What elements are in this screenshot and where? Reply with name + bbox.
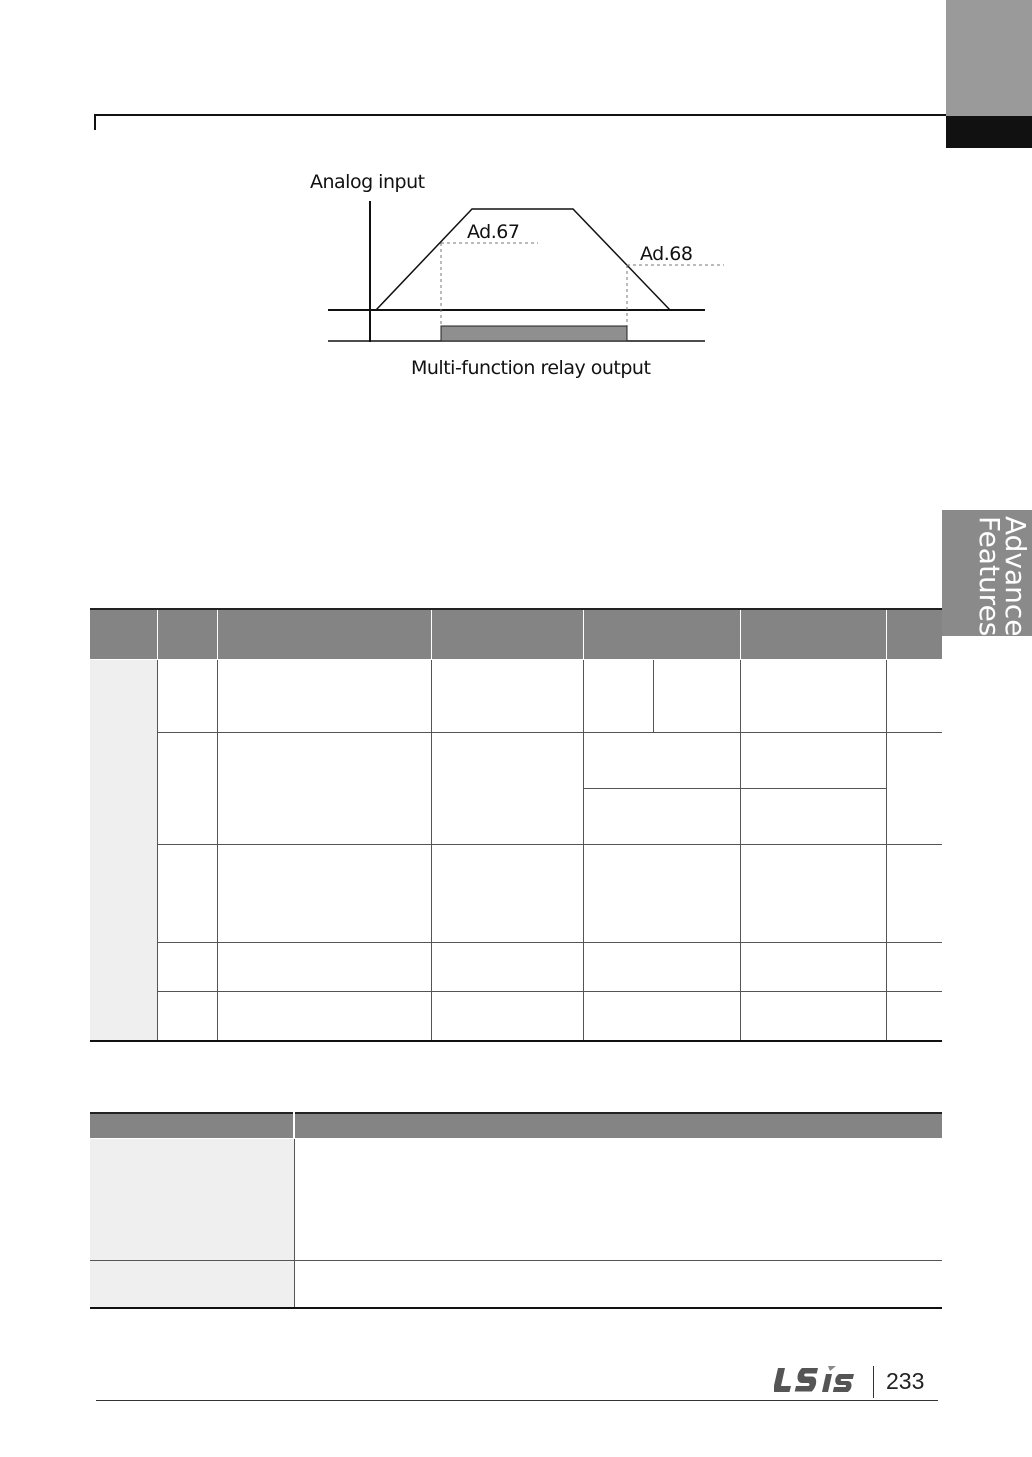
table-row [90, 1138, 942, 1260]
table-cell [90, 1260, 294, 1308]
diagram-level-off-label: Ad.68 [640, 243, 693, 265]
table-cell [653, 659, 740, 732]
header-cell [583, 609, 740, 659]
table-cell [431, 942, 583, 991]
parameter-table [90, 608, 942, 1042]
table-cell [217, 659, 431, 732]
table-cell [157, 991, 217, 1041]
table-row [90, 991, 942, 1041]
table-cell [583, 732, 740, 788]
table-cell [583, 844, 740, 942]
table-row [90, 942, 942, 991]
table-cell [431, 659, 583, 732]
table-cell [217, 844, 431, 942]
section-side-tab-label: Advanced Features [973, 516, 1032, 655]
table-cell [740, 788, 886, 844]
table-cell [886, 659, 942, 732]
table-cell [294, 1138, 942, 1260]
analog-relay-diagram [0, 0, 1032, 420]
header-cell [431, 609, 583, 659]
page-number: 233 [886, 1368, 925, 1394]
table-cell [90, 1138, 294, 1260]
header-cell [294, 1113, 942, 1138]
table-cell [157, 732, 217, 844]
lsis-logo [774, 1366, 858, 1394]
diagram-output-label: Multi-function relay output [411, 357, 651, 379]
group-cell [90, 659, 157, 1041]
table-cell [217, 942, 431, 991]
description-table [90, 1112, 942, 1309]
table-cell [886, 991, 942, 1041]
table-cell [157, 659, 217, 732]
diagram-level-on-label: Ad.67 [467, 221, 520, 243]
table-cell [886, 844, 942, 942]
table-cell [583, 991, 740, 1041]
table-row [90, 732, 942, 788]
table-row [90, 844, 942, 942]
header-cell [740, 609, 886, 659]
footer-rule [96, 1400, 938, 1401]
table-row [90, 659, 942, 732]
footer-separator [873, 1366, 874, 1398]
table-cell [740, 942, 886, 991]
table-cell [431, 991, 583, 1041]
table-cell [294, 1260, 942, 1308]
table-cell [886, 942, 942, 991]
diagram-analog-trapezoid [376, 209, 670, 310]
header-cell [90, 1113, 294, 1138]
header-cell [886, 609, 942, 659]
header-cell [217, 609, 431, 659]
table-cell [740, 844, 886, 942]
table-cell [217, 991, 431, 1041]
table-cell [740, 659, 886, 732]
header-cell [90, 609, 157, 659]
diagram-y-axis-label: Analog input [310, 171, 425, 193]
table-cell [583, 788, 740, 844]
table-cell [583, 942, 740, 991]
table-cell [886, 732, 942, 844]
table-cell [431, 732, 583, 844]
table-cell [583, 659, 653, 732]
table-cell [157, 844, 217, 942]
table-cell [157, 942, 217, 991]
header-cell [157, 609, 217, 659]
desc-table-header [90, 1113, 942, 1138]
table-cell [740, 732, 886, 788]
diagram-relay-pulse [441, 326, 627, 341]
table-cell [431, 844, 583, 942]
table-cell [217, 732, 431, 844]
param-table-header [90, 609, 942, 659]
table-cell [740, 991, 886, 1041]
table-row [90, 1260, 942, 1308]
section-side-tab[interactable] [942, 510, 1032, 655]
